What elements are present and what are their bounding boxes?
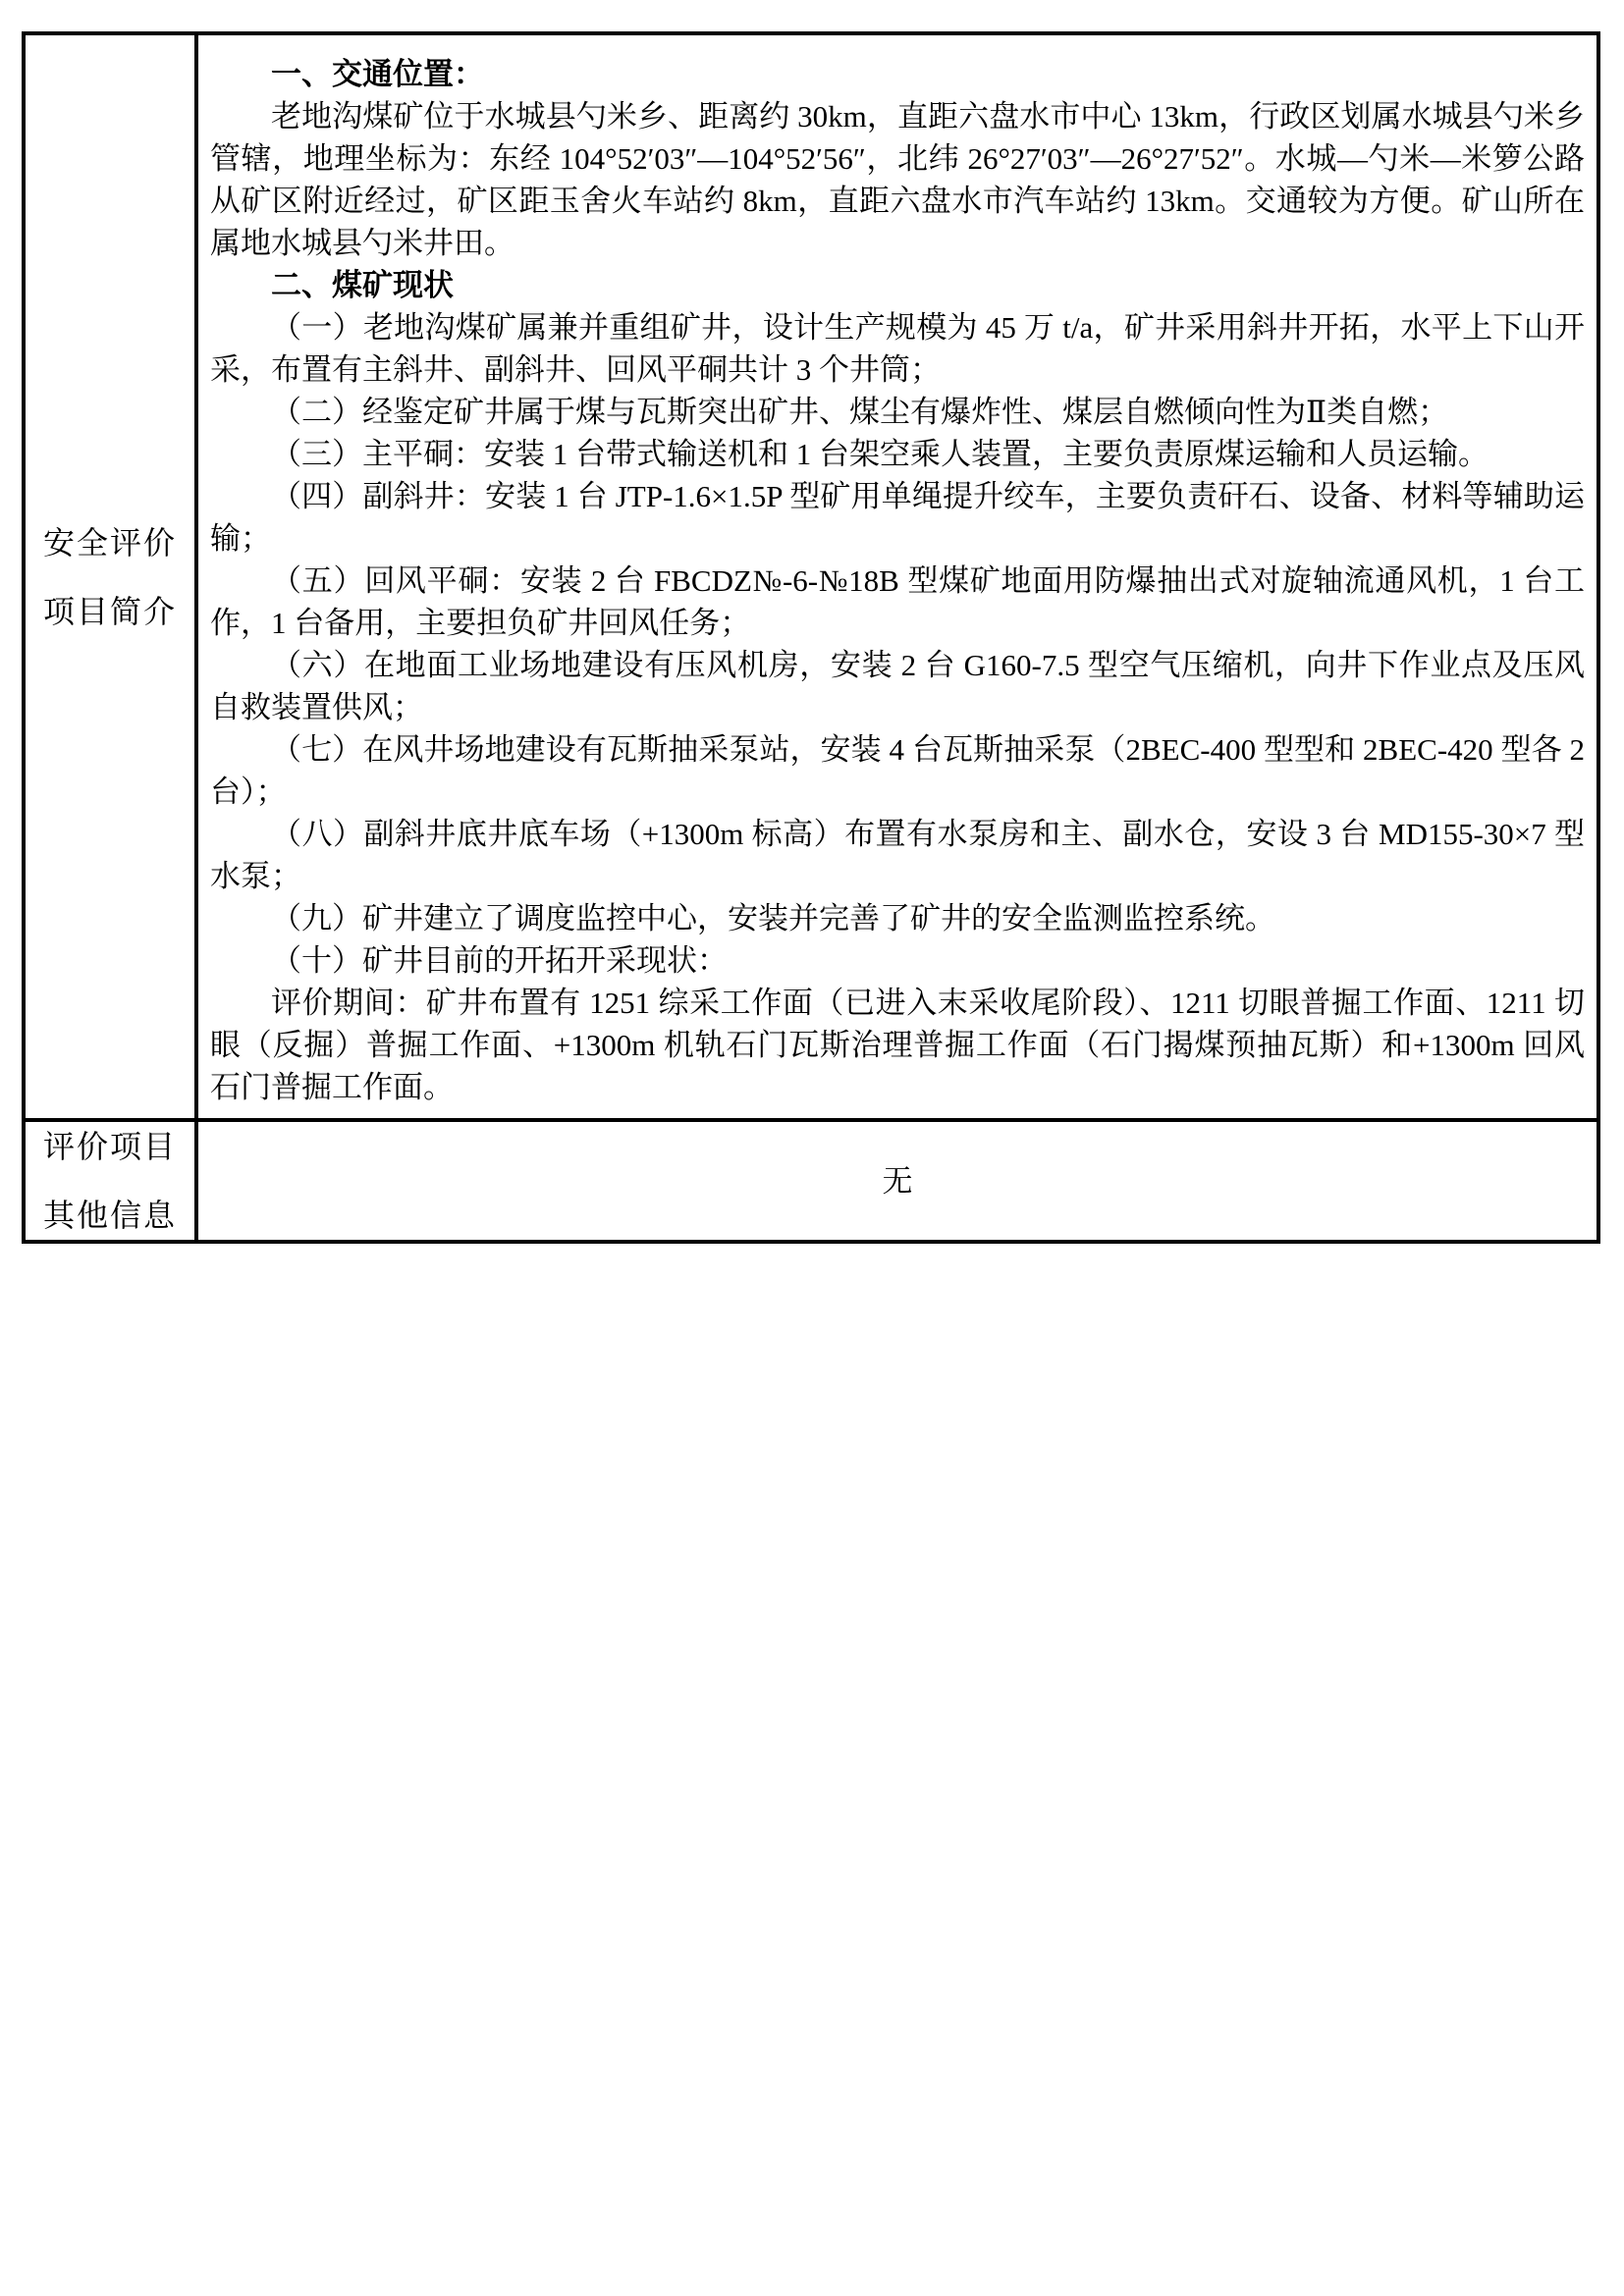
row-label-line-2: 其他信息: [42, 1198, 177, 1233]
paragraph-evaluation-period: 评价期间：矿井布置有 1251 综采工作面（已进入末采收尾阶段）、1211 切眼普掘工作面、1211 切眼（反掘）普掘工作面、+1300m 机轨石门瓦斯治理普掘工作面（石门揭煤预抽瓦斯）和+1300m 回风石门普掘工作面。: [210, 986, 1585, 1104]
row-label-line-2: 项目简介: [42, 593, 177, 629]
paragraph-item-5: （五）回风平硐：安装 2 台 FBCDZ№-6-№18B 型煤矿地面用防爆抽出式对旋轴流通风机，1 台工作，1 台备用，主要担负矿井回风任务；: [210, 563, 1585, 640]
paragraph-item-1: （一）老地沟煤矿属兼并重组矿井，设计生产规模为 45 万 t/a，矿井采用斜井开拓，水平上下山开采，布置有主斜井、副斜井、回风平硐共计 3 个井筒；: [210, 310, 1585, 387]
paragraph-item-6: （六）在地面工业场地建设有压风机房，安装 2 台 G160-7.5 型空气压缩机，向井下作业点及压风自救装置供风；: [210, 648, 1585, 724]
paragraph-item-7: （七）在风井场地建设有瓦斯抽采泵站，安装 4 台瓦斯抽采泵（2BEC-400 型型和 2BEC-420 型各 2 台）；: [210, 732, 1585, 809]
row-label-stack: [26, 1130, 194, 1232]
row-label-line-1: 安全评价: [42, 524, 177, 561]
paragraph-item-2: （二）经鉴定矿井属于煤与瓦斯突出矿井、煤尘有爆炸性、煤层自燃倾向性为Ⅱ类自燃；: [271, 395, 1449, 429]
section-heading-mine-status: 二、煤矿现状: [271, 268, 454, 302]
paragraph-item-8: （八）副斜井底井底车场（+1300m 标高）布置有水泵房和主、副水仓，安设 3 台 MD155-30×7 型水泵；: [210, 817, 1585, 893]
row-label-cell-other-info: [24, 1120, 196, 1242]
row-label-line-1: 评价项目: [42, 1129, 177, 1164]
other-info-value: 无: [882, 1163, 913, 1199]
paragraph-item-4: （四）副斜井：安装 1 台 JTP-1.6×1.5P 型矿用单绳提升绞车，主要负责矸石、设备、材料等辅助运输；: [210, 479, 1585, 556]
row-label-stack: [26, 526, 194, 628]
table-row-project-intro: [24, 33, 1598, 1120]
project-intro-content-cell: [196, 33, 1598, 1120]
table-row-other-info: [24, 1120, 1598, 1242]
project-info-table: [22, 31, 1600, 1244]
row-label-cell-project-intro: [24, 33, 196, 1120]
paragraph-item-3: （三）主平硐：安装 1 台带式输送机和 1 台架空乘人装置，主要负责原煤运输和人员运输。: [271, 437, 1489, 471]
section-heading-traffic-location: 一、交通位置：: [271, 57, 484, 91]
paragraph-item-10: （十）矿井目前的开拓开采现状：: [271, 943, 728, 978]
paragraph-item-9: （九）矿井建立了调度监控中心，安装并完善了矿井的安全监测监控系统。: [271, 901, 1275, 935]
paragraph-traffic-location: 老地沟煤矿位于水城县勺米乡、距离约 30km，直距六盘水市中心 13km，行政区划属水城县勺米乡管辖，地理坐标为：东经 104°52′03″—104°52′56″，北纬 26°27′03″—26°27′52″。水城—勺米—米箩公路从矿区附近经过，矿区距玉舍火车站约 8km，直距六盘水市汽车站约 13km。交通较为方便。矿山所在属地水城县勺米井田。: [210, 99, 1585, 260]
other-info-content-cell: [196, 1120, 1598, 1242]
